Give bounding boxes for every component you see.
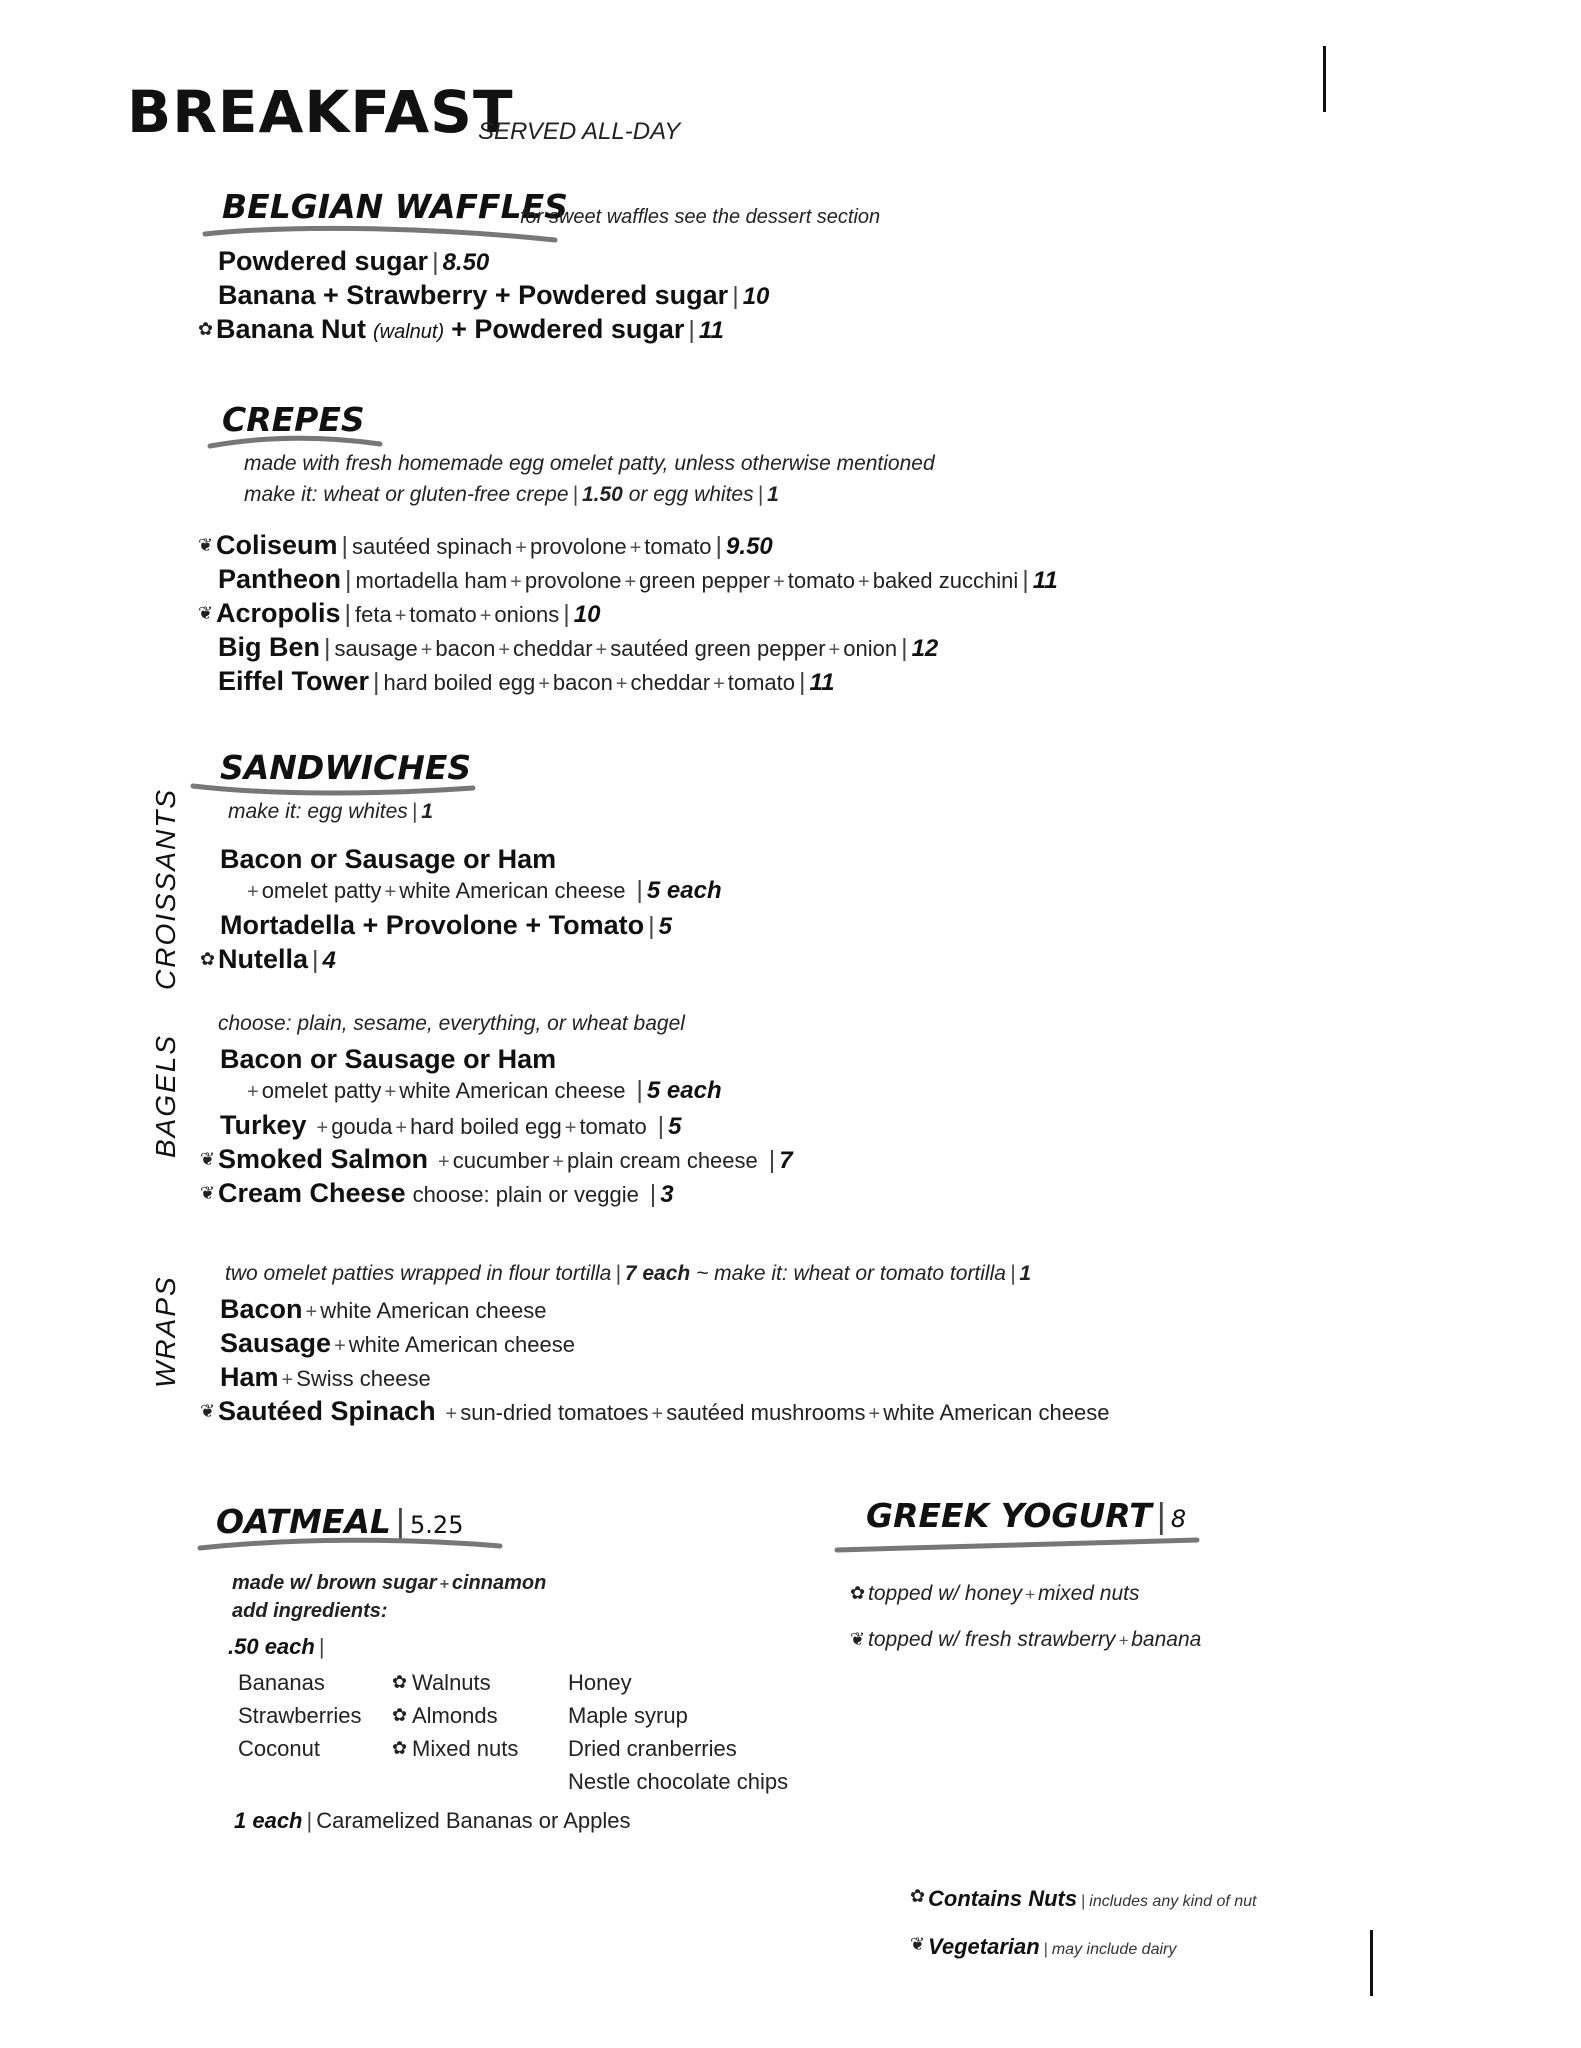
yogurt-price: 8 [1170,1505,1187,1533]
note-price: 1 [767,483,779,506]
yogurt-option-2: ❦ topped w/ fresh strawberry + banana [870,1624,1201,1656]
list-item: Honey [568,1670,632,1695]
item-price: 7 [779,1147,793,1174]
waffles-swoosh [200,222,560,246]
item-desc: sun-dried tomatoes [460,1400,649,1425]
item-desc: sausage [334,636,418,661]
item-name: Ham [220,1362,279,1392]
list-item: Nestle chocolate chips [568,1769,789,1794]
item-desc: tomato [644,534,712,559]
veg-icon: ❦ [198,535,214,555]
item-price: 10 [573,601,601,628]
item-desc: bacon [435,636,496,661]
list-item: Coconut [238,1736,320,1761]
yogurt-title: GREEK YOGURT | 8 [866,1496,1187,1535]
item-desc: tomato [409,602,477,627]
item-desc: sautéed spinach [352,534,513,559]
menu-item: Eiffel Tower | hard boiled egg + bacon + cheddar + tomato | 11 [218,666,835,696]
note-text: cinnamon [451,1572,547,1594]
legend-label: Contains Nuts [928,1886,1078,1911]
menu-item: Powdered sugar | 8.50 [218,246,490,276]
item-desc: hard boiled egg [410,1114,562,1139]
menu-item: ❦ Smoked Salmon + cucumber + plain cream cheese | 7 [200,1144,793,1174]
oatmeal-price: 5.25 [410,1511,464,1539]
nut-icon: ✿ [910,1886,926,1906]
item-desc: baked zucchini [872,568,1019,593]
item-desc: plain cream cheese [566,1148,758,1173]
sandwiches-title: SANDWICHES [220,748,472,787]
note-price: 1.50 [581,483,623,506]
item-desc: provolone [529,534,627,559]
menu-item: Ham + Swiss cheese [220,1362,431,1392]
oatmeal-title-text: OATMEAL [216,1502,391,1541]
note-text: ~ make it: wheat or tomato tortilla [696,1262,1006,1285]
page-subtitle: SERVED ALL-DAY [478,118,681,145]
veg-icon: ❦ [850,1629,866,1649]
oatmeal-note-2: add ingredients: [232,1600,388,1622]
item-name: Big Ben [218,632,321,662]
item-desc: mortadella ham [355,568,508,593]
item-desc: white American cheese [399,878,626,903]
list-item: ✿ Mixed nuts [392,1732,518,1765]
item-desc: omelet patty [261,1078,382,1103]
nut-icon: ✿ [200,949,216,969]
option-text: mixed nuts [1037,1582,1140,1605]
crepes-title: CREPES [222,400,365,439]
item-desc: white American cheese [883,1400,1110,1425]
page-title: BREAKFAST [127,78,514,146]
item-price: 8.50 [442,249,490,276]
item-desc: feta [355,602,392,627]
note-text: make it: wheat or gluten-free crepe [244,483,569,506]
menu-item: Bacon + white American cheese [220,1294,547,1324]
yogurt-title-text: GREEK YOGURT [866,1496,1152,1535]
crepes-note-1: made with fresh homemade egg omelet patty, unless otherwise mentioned [244,452,935,475]
note-text: two omelet patties wrapped in flour tortilla [225,1262,612,1285]
item-name: Bacon [220,1294,303,1324]
option-text: topped w/ fresh strawberry [868,1628,1116,1651]
legend-vegetarian: ❦ Vegetarian | may include dairy [910,1934,1177,1959]
nut-icon: ✿ [850,1583,866,1603]
item-desc: tomato [579,1114,647,1139]
item-price: 11 [1032,567,1058,594]
sandwiches-note: make it: egg whites | 1 [228,800,433,823]
item-name-cont: + Powdered sugar [451,314,685,344]
tier-price: 1 each [234,1808,303,1833]
bagels-label: BAGELS [150,1033,181,1158]
oatmeal-swoosh [195,1534,505,1558]
item-desc: cucumber [452,1148,550,1173]
note-text: made w/ brown sugar [232,1572,437,1594]
item-name: Coliseum [216,530,338,560]
nut-icon: ✿ [392,1738,408,1758]
item-desc: white American cheese [348,1332,575,1357]
yogurt-option-1: ✿ topped w/ honey + mixed nuts [870,1578,1139,1610]
wraps-label: WRAPS [150,1275,181,1388]
oatmeal-col-1 [238,1666,361,1765]
item-desc: omelet patty [261,878,382,903]
item-name: Mortadella + Provolone + Tomato [220,910,645,940]
note-text: make it: egg whites [228,800,408,823]
item-name: Banana Nut [216,314,367,344]
waffles-note: for sweet waffles see the dessert section [520,206,881,228]
menu-item: Sausage + white American cheese [220,1328,575,1358]
oatmeal-col-3 [568,1666,788,1798]
veg-icon: ❦ [198,603,214,623]
veg-icon: ❦ [200,1183,216,1203]
item-name: Banana + Strawberry + Powdered sugar [218,280,729,310]
item-price: 9.50 [726,533,773,560]
item-desc: onion [843,636,898,661]
list-item: Strawberries [238,1703,362,1728]
item-price: 10 [742,283,770,310]
menu-item [220,1042,556,1077]
legend-label: Vegetarian [928,1934,1040,1959]
item-desc: tomato [787,568,856,593]
decor-bar-top [1323,46,1326,112]
oatmeal-tier-2: 1 each | Caramelized Bananas or Apples [234,1808,631,1833]
list-item: Maple syrup [568,1703,688,1728]
veg-icon: ❦ [200,1149,216,1169]
item-name: Cream Cheese [218,1178,406,1208]
legend-nuts: ✿ Contains Nuts | includes any kind of nut [910,1886,1257,1911]
item-name: Sausage [220,1328,332,1358]
item-desc: tomato [727,670,796,695]
wraps-note: two omelet patties wrapped in flour tortilla | 7 each ~ make it: wheat or tomato tortilla | 1 [225,1262,1032,1285]
item-desc: hard boiled egg [383,670,536,695]
item-desc: green pepper [639,568,771,593]
item-name: Sautéed Spinach [218,1396,436,1426]
menu-item: Turkey + gouda + hard boiled egg + tomato | 5 [220,1110,682,1140]
croissants-label: CROISSANTS [150,787,181,990]
item-desc: cheddar [630,670,711,695]
tier-price: .50 each [228,1634,315,1659]
tier-items: Caramelized Bananas or Apples [316,1808,631,1833]
item-price: 5 [658,913,672,940]
item-desc: choose: plain or veggie [412,1182,639,1207]
note-price: 1 [1019,1262,1032,1285]
item-price: 5 [668,1113,682,1140]
item-price: 11 [698,317,724,344]
menu-item: Pantheon | mortadella ham + provolone + green pepper + tomato + baked zucchini | 11 [218,564,1058,594]
note-price: 7 each [624,1262,691,1285]
menu-item: Banana + Strawberry + Powdered sugar | 10 [218,280,770,310]
item-desc: Swiss cheese [296,1366,431,1391]
legend-note: may include dairy [1051,1941,1177,1958]
item-desc: bacon [552,670,613,695]
nut-icon: ✿ [198,319,214,339]
item-desc: white American cheese [399,1078,626,1103]
note-text: or egg whites [628,483,754,506]
menu-item-sub: + omelet patty + white American cheese | 5 each [247,876,722,904]
item-name: Acropolis [216,598,341,628]
oatmeal-tier-1: .50 each | [228,1634,325,1659]
item-price: 4 [322,947,336,974]
item-desc: provolone [524,568,622,593]
item-name: Nutella [218,944,309,974]
item-name: Turkey [220,1110,307,1140]
item-name: Smoked Salmon [218,1144,429,1174]
menu-item: ❦ Sautéed Spinach + sun-dried tomatoes + sautéed mushrooms + white American cheese [200,1396,1110,1426]
item-desc: sautéed green pepper [610,636,826,661]
item-price: 12 [911,635,939,662]
waffles-title: BELGIAN WAFFLES [222,187,568,226]
decor-bar-bottom [1370,1930,1373,1996]
list-item: Dried cranberries [568,1736,737,1761]
oatmeal-title: OATMEAL | 5.25 [216,1502,464,1541]
oatmeal-col-2 [392,1666,518,1765]
menu-item [220,842,556,877]
item-name: Eiffel Tower [218,666,370,696]
item-name: Bacon or Sausage or Ham [220,1044,557,1074]
list-item: ✿ Walnuts [392,1666,518,1699]
item-desc: gouda [331,1114,393,1139]
item-desc: onions [494,602,560,627]
legend-note: includes any kind of nut [1089,1893,1257,1910]
list-item: Bananas [238,1670,325,1695]
option-text: banana [1131,1628,1202,1651]
item-price: 3 [660,1181,674,1208]
item-name: Pantheon [218,564,342,594]
nut-icon: ✿ [392,1672,408,1692]
list-item: ✿ Almonds [392,1699,518,1732]
menu-item: ✿ Banana Nut (walnut) + Powdered sugar | 11 [198,314,724,344]
yogurt-swoosh [832,1536,1202,1560]
item-desc: sautéed mushrooms [666,1400,866,1425]
menu-item: Big Ben | sausage + bacon + cheddar + sautéed green pepper + onion | 12 [218,632,939,662]
menu-item: ❦ Acropolis | feta + tomato + onions | 10 [198,598,601,628]
item-price: 5 each [646,877,722,904]
crepes-note-2: make it: wheat or gluten-free crepe | 1.50 or egg whites | 1 [244,483,779,506]
item-name: Powdered sugar [218,246,429,276]
note-price: 1 [421,800,433,823]
option-text: topped w/ honey [868,1582,1023,1605]
menu-item-sub: + omelet patty + white American cheese | 5 each [247,1076,722,1104]
menu-item: ✿ Nutella | 4 [200,944,336,974]
item-desc: cheddar [513,636,593,661]
menu-item: ❦ Coliseum | sautéed spinach + provolone + tomato | 9.50 [198,530,773,560]
menu-item: Mortadella + Provolone + Tomato | 5 [220,910,672,940]
bagels-note: choose: plain, sesame, everything, or wheat bagel [218,1012,685,1035]
veg-icon: ❦ [200,1401,216,1421]
oatmeal-note-1: made w/ brown sugar + cinnamon [232,1572,547,1594]
item-name: Bacon or Sausage or Ham [220,844,557,874]
item-extra: (walnut) [372,321,445,343]
menu-item: ❦ Cream Cheese choose: plain or veggie | 3 [200,1178,674,1208]
nut-icon: ✿ [392,1705,408,1725]
item-price: 5 each [646,1077,722,1104]
item-price: 11 [809,669,835,696]
veg-icon: ❦ [910,1934,926,1954]
item-desc: white American cheese [320,1298,547,1323]
